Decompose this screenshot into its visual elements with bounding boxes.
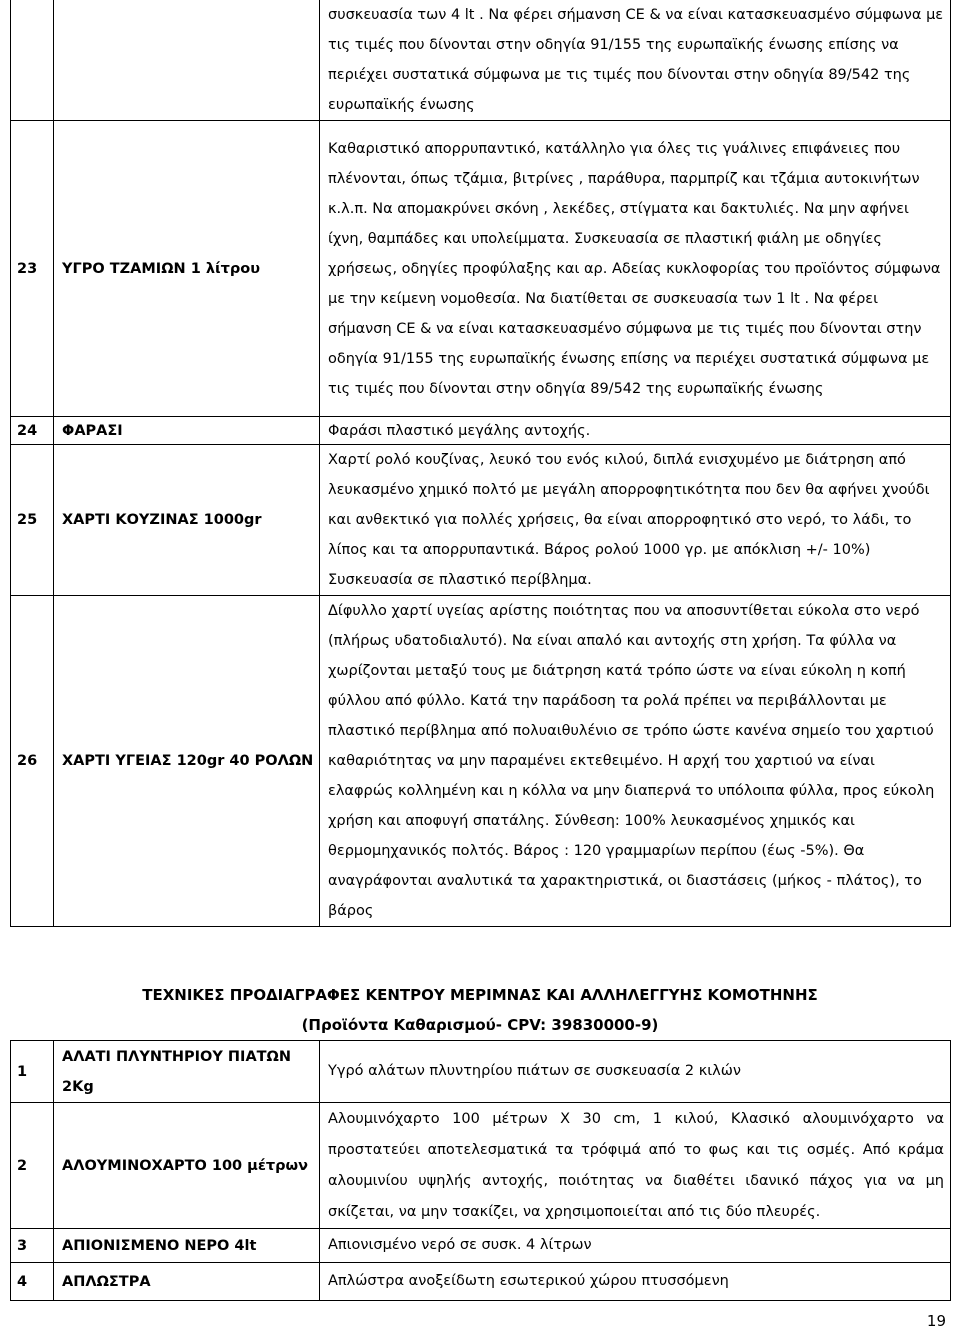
product-name: ΦΑΡΑΣΙ [54, 417, 320, 445]
row-number: 24 [11, 417, 54, 445]
section-subtitle: (Προϊόντα Καθαρισμού- CPV: 39830000-9) [301, 1016, 659, 1034]
page-number: 19 [926, 1312, 946, 1330]
product-name: ΑΠΛΩΣΤΡΑ [54, 1263, 320, 1301]
row-number: 1 [11, 1041, 54, 1103]
product-description: Δίφυλλο χαρτί υγείας αρίστης ποιότητας που να αποσυντίθεται εύκολα στο νερό (πλήρως υδατοδιαλυτό). Να είναι απαλό και αντοχής στη χρήση. Τα φύλλα να χωρίζονται μεταξύ τους με διάτρηση κατά τρόπο ώστε να είναι εύκολη η κοπή φύλλου από φύλλο. Κατά την παράδοση τα ρολά πρέπει να περιβάλλονται με πλαστικό περίβλημα από πολυαιθυλένιο σε τρόπο ώστε κανένα σημείο του χαρτιού καθαριότητας να μην παραμένει εκτεθειμένο. Η αρχή του χαρτιού να είναι ελαφρώς κολλημένη και η κόλλα να μην διαπερνά το υπόλοιπα φύλλα, προς εύκολη χρήση και αποφυγή σπατάλης. Σύνθεση: 100% λευκασμένος χημικός και θερμομηχανικός πολτός. Βάρος : 120 γραμμαρίων περίπου (έως -5%). Θα αναγράφονται αναλυτικά τα χαρακτηριστικά, οι διαστάσεις (μήκος - πλάτος), το βάρος [320, 596, 951, 927]
product-name: ΧΑΡΤΙ ΚΟΥΖΙΝΑΣ 1000gr [54, 445, 320, 596]
table-row [11, 445, 951, 596]
table-row [11, 1103, 951, 1229]
table-row [11, 1263, 951, 1301]
section-title: ΤΕΧΝΙΚΕΣ ΠΡΟΔΙΑΓΡΑΦΕΣ ΚΕΝΤΡΟΥ ΜΕΡΙΜΝΑΣ ΚΑΙ ΑΛΛΗΛΕΓΓΥΗΣ ΚΟΜΟΤΗΝΗΣ [142, 986, 818, 1004]
table-row [11, 1229, 951, 1263]
table-row [11, 121, 951, 417]
product-description: Υγρό αλάτων πλυντηρίου πιάτων σε συσκευασία 2 κιλών [320, 1041, 951, 1103]
product-description: Απιονισμένο νερό σε συσκ. 4 λίτρων [320, 1229, 951, 1263]
table-row [11, 0, 951, 121]
product-name [54, 0, 320, 121]
product-description: Φαράσι πλαστικό μεγάλης αντοχής. [320, 417, 951, 445]
products-table-2 [10, 1040, 951, 1301]
row-number [11, 0, 54, 121]
product-description: συσκευασία των 4 lt . Να φέρει σήμανση CE & να είναι κατασκευασμένο σύμφωνα με τις τιμές που δίνονται στην οδηγία 91/155 της ευρωπαϊκής ένωσης επίσης να περιέχει συστατικά σύμφωνα με τις τιμές που δίνονται στην οδηγία 89/542 της ευρωπαϊκής ένωσης [320, 0, 951, 121]
product-name: ΧΑΡΤΙ ΥΓΕΙΑΣ 120gr 40 ΡΟΛΩΝ [54, 596, 320, 927]
table-row [11, 596, 951, 927]
row-number: 25 [11, 445, 54, 596]
product-name: ΑΛΑΤΙ ΠΛΥΝΤΗΡΙΟΥ ΠΙΑΤΩΝ 2Kg [54, 1041, 320, 1103]
table-row [11, 1041, 951, 1103]
row-number: 4 [11, 1263, 54, 1301]
product-name: ΥΓΡΟ ΤΖΑΜΙΩΝ 1 λίτρου [54, 121, 320, 417]
row-number: 23 [11, 121, 54, 417]
product-description: Αλουμινόχαρτο 100 μέτρων Χ 30 cm, 1 κιλού, Κλασικό αλουμινόχαρτο να προστατεύει αποτελεσματικά τα τρόφιμά από το φως και τις οσμές. Από κράμα αλουμινίου υψηλής αντοχής, ποιότητας να διαθέτει ιδανικό πάχος για να μη σκίζεται, να μην τσακίζει, να χρησιμοποιείται από τις δύο πλευρές. [320, 1103, 951, 1229]
product-name: ΑΛΟΥΜΙΝΟΧΑΡΤΟ 100 μέτρων [54, 1103, 320, 1229]
product-name: ΑΠΙΟΝΙΣΜΕΝΟ ΝΕΡΟ 4lt [54, 1229, 320, 1263]
products-table [10, 0, 951, 927]
row-number: 26 [11, 596, 54, 927]
product-description: Καθαριστικό απορρυπαντικό, κατάλληλο για όλες τις γυάλινες επιφάνειες που πλένονται, όπως τζάμια, βιτρίνες , παράθυρα, παρμπρίζ και τζάμια αυτοκινήτων κ.λ.π. Να απομακρύνει σκόνη , λεκέδες, στίγματα και δακτυλιές. Να μην αφήνει ίχνη, θαμπάδες και υπολείμματα. Συσκευασία σε πλαστική φιάλη με οδηγίες χρήσεως, οδηγίες προφύλαξης και αρ. Αδείας κυκλοφορίας του προϊόντος σύμφωνα με την κείμενη νομοθεσία. Να διατίθεται σε συσκευασία των 1 lt . Να φέρει σήμανση CE & να είναι κατασκευασμένο σύμφωνα με τις τιμές που δίνονται στην οδηγία 91/155 της ευρωπαϊκής ένωσης επίσης να περιέχει συστατικά σύμφωνα με τις τιμές που δίνονται στην οδηγία 89/542 της ευρωπαϊκής ένωσης [320, 121, 951, 417]
row-number: 3 [11, 1229, 54, 1263]
product-description: Χαρτί ρολό κουζίνας, λευκό του ενός κιλού, διπλά ενισχυμένο με διάτρηση από λευκασμένο χημικό πολτό με μεγάλη απορροφητικότητα που δεν θα αφήνει χνούδι και ανθεκτικό για πολλές χρήσεις, θα είναι απορροφητικό στο νερό, το λάδι, το λίπος και τα απορρυπαντικά. Βάρος ρολού 1000 γρ. με απόκλιση +/- 10%) Συσκευασία σε πλαστικό περίβλημα. [320, 445, 951, 596]
table-row [11, 417, 951, 445]
row-number: 2 [11, 1103, 54, 1229]
product-description: Απλώστρα ανοξείδωτη εσωτερικού χώρου πτυσσόμενη [320, 1263, 951, 1301]
